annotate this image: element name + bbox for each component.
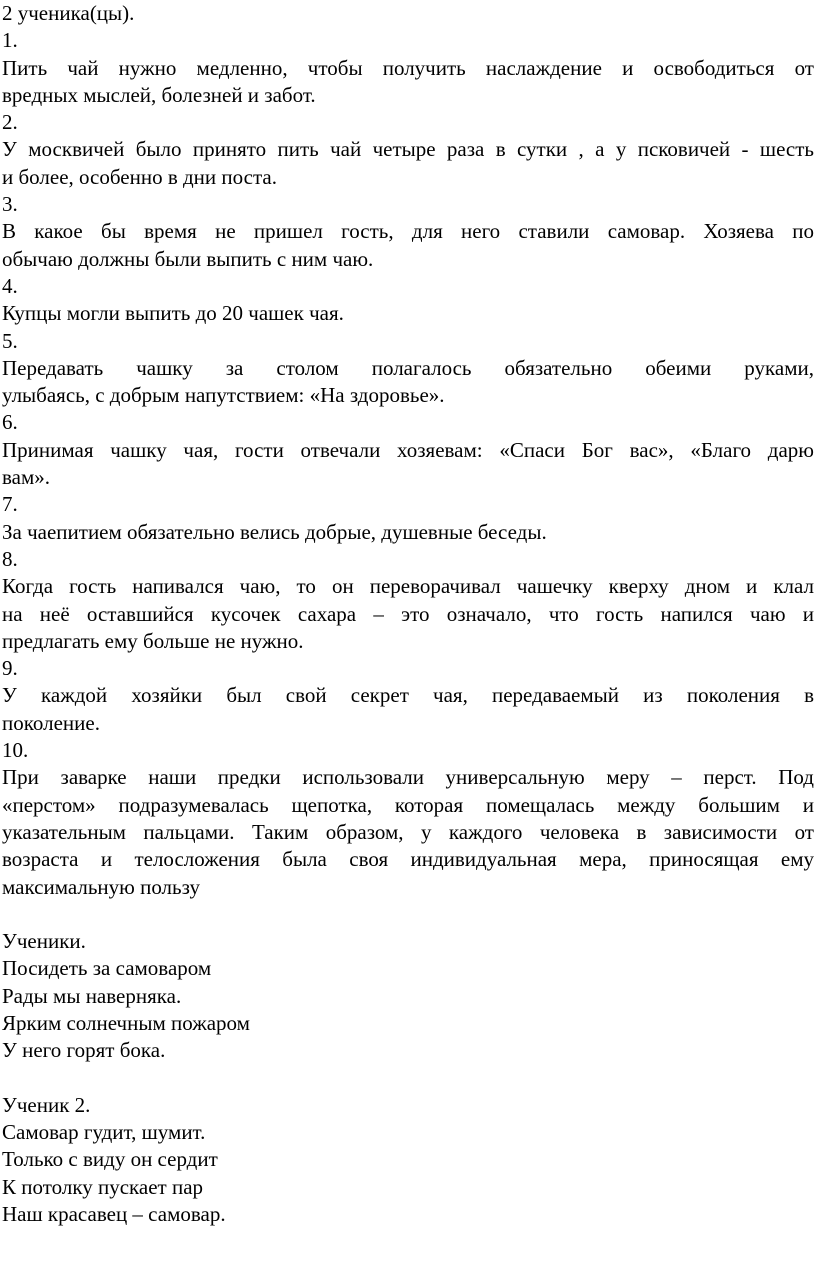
- poem-heading: Ученик 2.: [2, 1092, 91, 1117]
- item-number: 2.: [2, 110, 18, 135]
- item-text-line: вредных мыслей, болезней и забот.: [2, 82, 316, 107]
- list-item: [2, 737, 814, 901]
- list-item: [2, 328, 814, 410]
- document-page: [2, 0, 814, 1228]
- list-item: [2, 191, 814, 273]
- item-text-line: У москвичей было принято пить чай четыре раза в сутки , а у псковичей - шесть: [2, 137, 814, 162]
- item-number: 6.: [2, 410, 18, 435]
- intro-line: 2 ученика(цы).: [2, 1, 135, 25]
- item-text-line: улыбаясь, с добрым напутствием: «На здоровье».: [2, 383, 445, 408]
- list-item: [2, 546, 814, 655]
- item-number: 7.: [2, 492, 18, 517]
- item-text-line: поколение.: [2, 710, 100, 735]
- list-item: [2, 27, 814, 109]
- item-number: 1.: [2, 28, 18, 53]
- item-text-line: При заварке наши предки использовали универсальную меру – перст. Под: [2, 765, 814, 790]
- item-text-line: вам».: [2, 465, 50, 490]
- poem-line: Рады мы наверняка.: [2, 983, 182, 1008]
- item-text-line: Пить чай нужно медленно, чтобы получить наслаждение и освободиться от: [2, 55, 814, 80]
- list-item: [2, 655, 814, 737]
- item-text-line: максимальную пользу: [2, 874, 200, 899]
- item-text-line: Передавать чашку за столом полагалось обязательно обеими руками,: [2, 355, 814, 380]
- item-text-line: За чаепитием обязательно велись добрые, душевные беседы.: [2, 519, 547, 544]
- item-text-line: и более, особенно в дни поста.: [2, 164, 277, 189]
- poem-students: [2, 928, 814, 1064]
- poem-line: Только с виду он сердит: [2, 1147, 218, 1172]
- poem-line: Самовар гудит, шумит.: [2, 1120, 206, 1145]
- item-text-line: возраста и телосложения была своя индивидуальная мера, приносящая ему: [2, 847, 814, 872]
- poem-line: Ярким солнечным пожаром: [2, 1010, 250, 1035]
- item-text-line: В какое бы время не пришел гость, для него ставили самовар. Хозяева по: [2, 219, 814, 244]
- list-item: [2, 409, 814, 491]
- item-text-line: обычаю должны были выпить с ним чаю.: [2, 246, 374, 271]
- blank-line: [2, 901, 814, 928]
- poem-line: У него горят бока.: [2, 1038, 166, 1063]
- item-text-line: У каждой хозяйки был свой секрет чая, передаваемый из поколения в: [2, 683, 814, 708]
- poem-line: К потолку пускает пар: [2, 1174, 204, 1199]
- item-text-line: Принимая чашку чая, гости отвечали хозяевам: «Спаси Бог вас», «Благо дарю: [2, 437, 814, 462]
- blank-line: [2, 1065, 814, 1092]
- item-number: 8.: [2, 546, 18, 571]
- item-number: 4.: [2, 273, 18, 298]
- item-number: 9.: [2, 656, 18, 681]
- item-number: 5.: [2, 328, 18, 353]
- poem-line: Посидеть за самоваром: [2, 956, 212, 981]
- poem-heading: Ученики.: [2, 929, 86, 954]
- list-item: [2, 273, 814, 328]
- item-number: 10.: [2, 738, 29, 763]
- item-text-line: указательным пальцами. Таким образом, у каждого человека в зависимости от: [2, 819, 814, 844]
- list-item: [2, 491, 814, 546]
- item-text-line: предлагать ему больше не нужно.: [2, 628, 304, 653]
- item-text-line: «перстом» подразумевалась щепотка, которая помещалась между большим и: [2, 792, 814, 817]
- item-text-line: Когда гость напивался чаю, то он переворачивал чашечку кверху дном и клал: [2, 574, 814, 599]
- item-number: 3.: [2, 192, 18, 217]
- list-item: [2, 109, 814, 191]
- item-text-line: на неё оставшийся кусочек сахара – это означало, что гость напился чаю и: [2, 601, 814, 626]
- poem-line: Наш красавец – самовар.: [2, 1202, 226, 1227]
- item-text-line: Купцы могли выпить до 20 чашек чая.: [2, 301, 344, 326]
- poem-student-2: [2, 1092, 814, 1228]
